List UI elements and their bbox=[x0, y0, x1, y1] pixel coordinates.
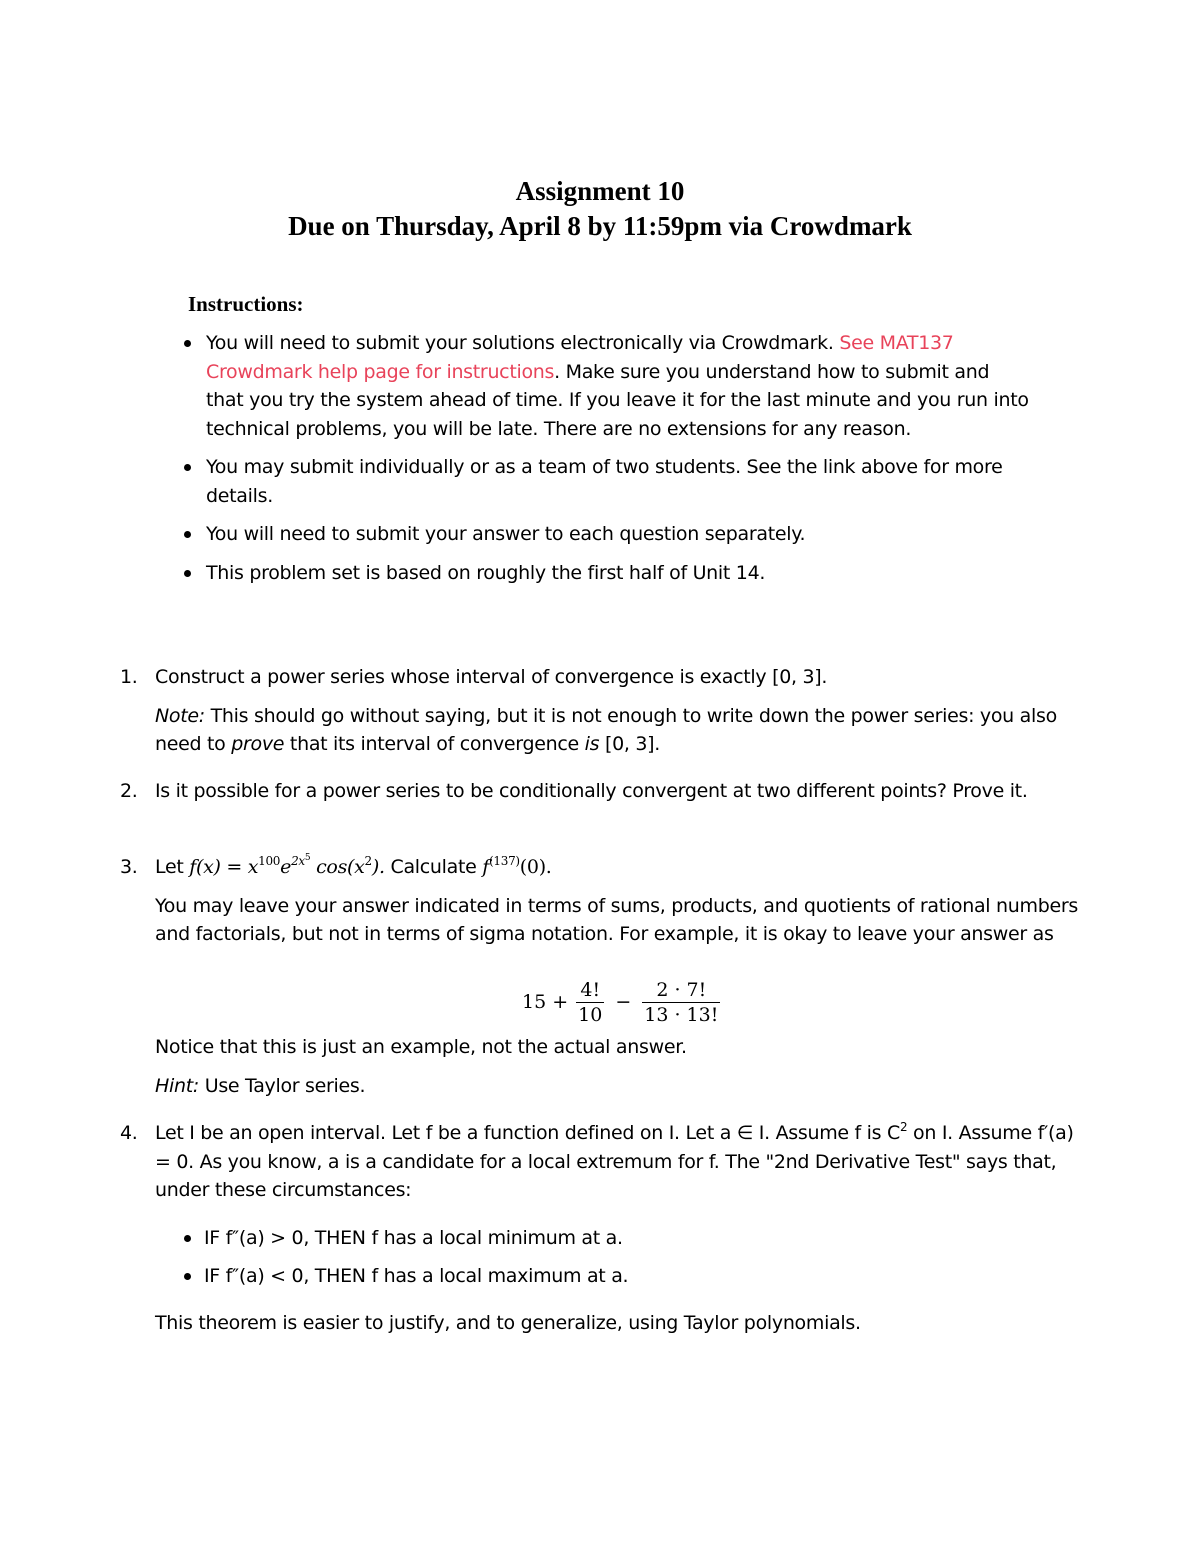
question-paragraph: Notice that this is just an example, not the actual answer. bbox=[155, 1036, 687, 1058]
question-hint bbox=[155, 1072, 1080, 1101]
math-exponent: 2x bbox=[291, 854, 305, 868]
question-paragraph: You may leave your answer indicated in terms of sums, products, and quotients of rational numbers and factorials, but not in terms of sigma notation. For example, it is okay to leave your answer as bbox=[155, 894, 1078, 945]
math-exponent: 100 bbox=[258, 854, 281, 868]
bullet-icon bbox=[184, 1235, 191, 1242]
instruction-item bbox=[180, 559, 1030, 588]
math-exponent: (137) bbox=[489, 854, 520, 868]
bullet-icon bbox=[184, 464, 191, 471]
bullet-icon bbox=[184, 340, 191, 347]
bullet-icon bbox=[184, 531, 191, 538]
fraction-numerator: 4! bbox=[580, 978, 601, 1001]
math-run: f bbox=[482, 856, 490, 878]
instructions-heading: Instructions: bbox=[188, 292, 304, 316]
instruction-item bbox=[180, 329, 1030, 443]
math-run: (0). bbox=[519, 856, 552, 878]
question-4 bbox=[120, 1119, 1080, 1205]
hint-label: Hint: bbox=[155, 1074, 199, 1097]
equation-operator: − bbox=[615, 991, 632, 1013]
text-run: Calculate bbox=[384, 856, 483, 878]
question-text: Is it possible for a power series to be conditionally convergent at two different points? Prove it. bbox=[155, 780, 1028, 802]
question-paragraph: This theorem is easier to justify, and to generalize, using Taylor polynomials. bbox=[155, 1312, 861, 1334]
note-emphasis: is bbox=[584, 733, 600, 755]
question-number: 3. bbox=[120, 856, 138, 878]
question-text bbox=[155, 853, 1080, 882]
equation-term: 15 + bbox=[522, 991, 569, 1013]
text-run: on I. Assume f′(a) = 0. As you know, a is a candidate for a local extremum for f. The "2nd Derivative Test" says that, under these circumstances: bbox=[155, 1122, 1074, 1201]
fraction-denominator: 13 · 13! bbox=[644, 1003, 719, 1026]
instructions-list bbox=[180, 329, 1030, 587]
derivative-test-list bbox=[170, 1224, 970, 1290]
bullet-icon bbox=[184, 1273, 191, 1280]
text-run: Let bbox=[155, 856, 190, 878]
list-item-text: IF f″(a) < 0, THEN f has a local maximum at a. bbox=[204, 1264, 629, 1287]
instruction-text: . Make sure you understand how to submit and that you try the system ahead of time. If you leave it for the last minute and you run into technical problems, you will be late. There are no extensions for any reason. bbox=[206, 360, 1029, 440]
fraction-numerator: 2 · 7! bbox=[656, 978, 707, 1001]
question-note bbox=[155, 702, 1080, 759]
math-exponent: 5 bbox=[304, 853, 311, 863]
question-text bbox=[155, 1119, 1080, 1205]
instruction-item bbox=[180, 453, 1030, 510]
fraction bbox=[642, 978, 720, 1027]
list-item bbox=[170, 1224, 970, 1253]
fraction bbox=[576, 978, 604, 1027]
assignment-title: Assignment 10 bbox=[515, 176, 685, 206]
math-run: e bbox=[280, 856, 292, 878]
question-1 bbox=[120, 663, 1080, 759]
math-run: ). bbox=[371, 856, 385, 878]
example-equation bbox=[522, 974, 728, 1030]
crowdmark-help-link[interactable]: See MAT137 Crowdmark help page for instructions bbox=[206, 332, 954, 383]
math-run: cos(x bbox=[310, 856, 365, 878]
note-text: [0, 3]. bbox=[599, 733, 660, 755]
list-item bbox=[170, 1262, 970, 1291]
question-number: 1. bbox=[120, 666, 138, 688]
math-exponent: 2 bbox=[364, 854, 372, 868]
question-text: Construct a power series whose interval of convergence is exactly [0, 3]. bbox=[155, 666, 828, 688]
instruction-item bbox=[180, 520, 1030, 549]
instruction-text: This problem set is based on roughly the first half of Unit 14. bbox=[206, 561, 766, 584]
math-run: f(x) = x bbox=[189, 856, 259, 878]
instruction-text: You may submit individually or as a team of two students. See the link above for more details. bbox=[206, 456, 1003, 507]
due-date-subtitle: Due on Thursday, April 8 by 11:59pm via Crowdmark bbox=[288, 211, 912, 241]
hint-text: Use Taylor series. bbox=[198, 1074, 366, 1097]
bullet-icon bbox=[184, 570, 191, 577]
instruction-text: You will need to submit your answer to each question separately. bbox=[206, 523, 806, 545]
question-2 bbox=[120, 777, 1080, 806]
note-emphasis: prove bbox=[231, 733, 285, 755]
question-3 bbox=[120, 853, 1080, 949]
fraction-denominator: 10 bbox=[578, 1003, 603, 1026]
question-number: 2. bbox=[120, 780, 138, 802]
text-run: Let I be an open interval. Let f be a function defined on I. Let a ∈ I. Assume f is C bbox=[155, 1122, 900, 1144]
instruction-text: You will need to submit your solutions electronically via Crowdmark. bbox=[206, 332, 834, 354]
math-exponent: 2 bbox=[899, 1120, 908, 1134]
question-3-continued bbox=[120, 1033, 1080, 1100]
note-label: Note: bbox=[155, 704, 205, 727]
note-text: that its interval of convergence bbox=[284, 733, 585, 755]
question-4-closing bbox=[120, 1309, 1080, 1338]
note-text: This should go without saying, but it is not enough to write down the power series: you also need to bbox=[155, 704, 1057, 755]
list-item-text: IF f″(a) > 0, THEN f has a local minimum at a. bbox=[204, 1227, 623, 1249]
question-number: 4. bbox=[120, 1122, 138, 1144]
